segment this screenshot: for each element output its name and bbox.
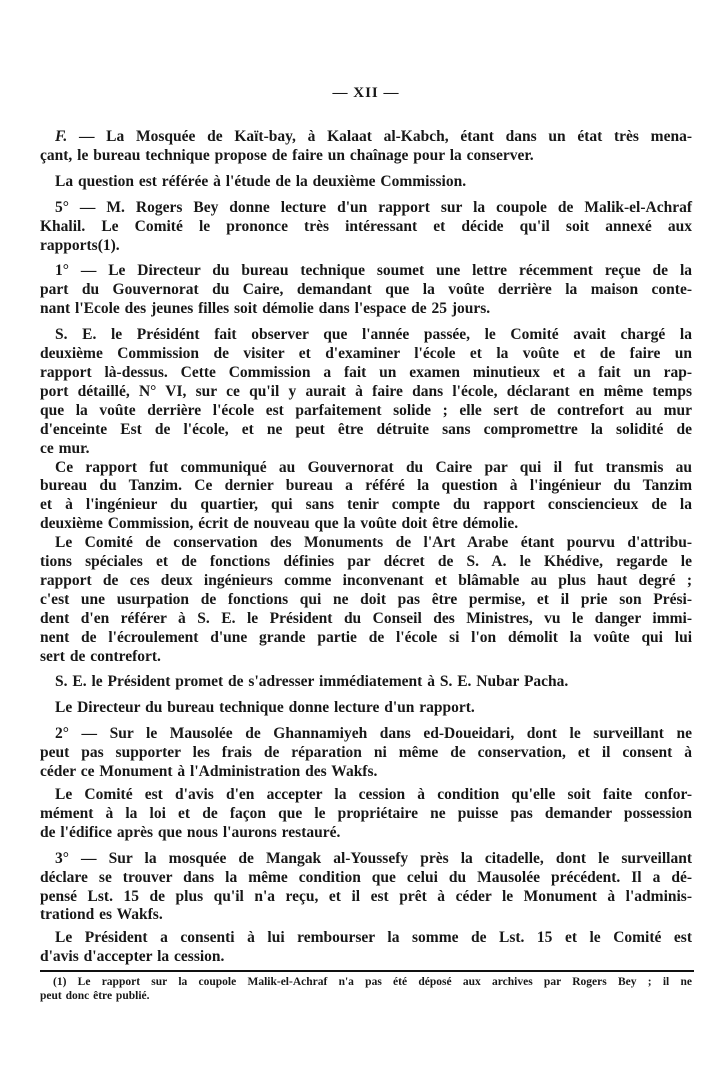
- text-line: Le Président a consenti à lui rembourser la somme de Lst. 15 et le Comité est: [55, 929, 692, 947]
- text-line: bureau du Tanzim. Ce dernier bureau a référé la question à l'ingénieur du Tanzim: [40, 477, 692, 495]
- text-line: Le Comité de conservation des Monuments de l'Art Arabe étant pourvu d'attribu-: [55, 534, 692, 552]
- text-line: céder ce Monument à l'Administration des Wakfs.: [40, 763, 378, 781]
- paragraph: [40, 786, 692, 843]
- footnote-line: peut donc être publié.: [40, 989, 150, 1002]
- footnote-line: (1) Le rapport sur la coupole Malik-el-Achraf n'a pas été déposé aux archives par Rogers Bey ; il ne: [53, 976, 692, 989]
- text-line: tions spéciales et de fonctions définies par décret de S. A. le Khédive, regarde le: [40, 553, 692, 571]
- paragraph: [40, 173, 692, 192]
- paragraph: [40, 534, 692, 666]
- text-line: déclare se trouver dans la même condition que celui du Mausolée précédent. Il a dé-: [40, 868, 692, 886]
- paragraph: [40, 929, 692, 967]
- text-line: 1° — Le Directeur du bureau technique soumet une lettre récemment reçue de la: [55, 262, 692, 280]
- text-line: nent de l'écroulement d'une grande partie de l'école si l'on démolit la voûte qui lui: [40, 628, 692, 646]
- text-line: et à l'ingénieur du quartier, qui sans tenir compte du rapport consciencieux de la: [40, 496, 692, 514]
- text-line: 2° — Sur le Mausolée de Ghannamiyeh dans ed-Doueidari, dont le surveillant ne: [55, 725, 692, 743]
- text-line: nant l'Ecole des jeunes filles soit démolie dans l'espace de 25 jours.: [40, 300, 491, 318]
- text-line: mément à la loi et de façon que le propriétaire ne puisse pas demander possession: [40, 804, 692, 822]
- text-line: port détaillé, N° VI, sur ce qu'il y aurait à faire dans l'école, déclarant en même temps: [40, 382, 692, 400]
- text-line: part du Gouvernorat du Caire, demandant que la voûte derrière la maison conte-: [40, 281, 692, 299]
- paragraph: [40, 199, 692, 256]
- footnote-rule: [40, 970, 694, 972]
- text-line: d'avis d'accepter la cession.: [40, 948, 225, 966]
- text-line: dent d'en référer à S. E. le Président du Conseil des Ministres, vu le danger immi-: [40, 609, 692, 627]
- text-line: trationd es Wakfs.: [40, 906, 163, 924]
- text-line: sert de contrefort.: [40, 647, 161, 665]
- text-line: F. — La Mosquée de Kaït-bay, à Kalaat al-Kabch, étant dans un état très mena-: [55, 128, 692, 145]
- paragraph: [40, 262, 692, 319]
- text-line: de l'édifice après que nous l'aurons restauré.: [40, 823, 341, 841]
- text-line: 5° — M. Rogers Bey donne lecture d'un rapport sur la coupole de Malik-el-Achraf: [55, 198, 692, 216]
- text-line: d'enceinte Est de l'école, et ne peut être détruite sans compromettre la solidité de: [40, 420, 692, 438]
- footnote: [40, 976, 692, 1004]
- text-line: S. E. le Président promet de s'adresser immédiatement à S. E. Nubar Pacha.: [55, 673, 569, 691]
- paragraph: [40, 850, 692, 926]
- text-line: deuxième Commission de visiter et d'examiner l'école et la voûte et de faire un: [40, 345, 692, 363]
- text-line: rapports(1).: [40, 236, 120, 254]
- text-line: peut pas supporter les frais de réparation ni même de conservation, et il consent à: [40, 744, 692, 762]
- paragraph: [40, 673, 692, 692]
- text-line: que la voûte derrière l'école est parfaitement solide ; elle sert de contrefort au mur: [40, 401, 692, 419]
- text-line: rapport de ces deux ingénieurs comme inconvenant et blâmable au plus haut degré ;: [40, 571, 692, 589]
- paragraph: [40, 699, 692, 718]
- paragraph: [40, 725, 692, 782]
- text-line: Le Comité est d'avis d'en accepter la cession à condition qu'elle soit faite confor-: [55, 786, 692, 803]
- text-line: S. E. le Présidént fait observer que l'année passée, le Comité avait chargé la: [55, 326, 692, 344]
- text-line: c'est une usurpation de fonctions qui ne doit pas être permise, et il prie son Prési-: [40, 590, 692, 608]
- paragraph: [40, 326, 692, 458]
- text-line: pensé Lst. 15 de plus qu'il n'a reçu, et il est prêt à céder le Monument à l'adminis-: [40, 887, 692, 905]
- text-line: Khalil. Le Comité le prononce très intéressant et décide qu'il soit annexé aux: [40, 217, 692, 235]
- text-line: Ce rapport fut communiqué au Gouvernorat du Caire par qui il fut transmis au: [55, 458, 692, 476]
- paragraph: [40, 128, 692, 166]
- text-line: rapport là-dessus. Cette Commission a fait un examen minutieux et a fait un rap-: [40, 363, 692, 381]
- text-line: La question est référée à l'étude de la deuxième Commission.: [55, 172, 467, 190]
- paragraph: [40, 459, 692, 535]
- italic-lead: F.: [55, 128, 68, 145]
- text-line: çant, le bureau technique propose de faire un chaînage pour la conserver.: [40, 146, 534, 164]
- paragraphs: [40, 128, 692, 967]
- page-number-heading: — XII —: [332, 85, 400, 101]
- text-line: Le Directeur du bureau technique donne lecture d'un rapport.: [55, 699, 475, 717]
- text-line: ce mur.: [40, 439, 90, 457]
- text-line: deuxième Commission, écrit de nouveau que la voûte doit être démolie.: [40, 515, 519, 533]
- text-line: 3° — Sur la mosquée de Mangak al-Youssefy près la citadelle, dont le surveillant: [55, 849, 692, 867]
